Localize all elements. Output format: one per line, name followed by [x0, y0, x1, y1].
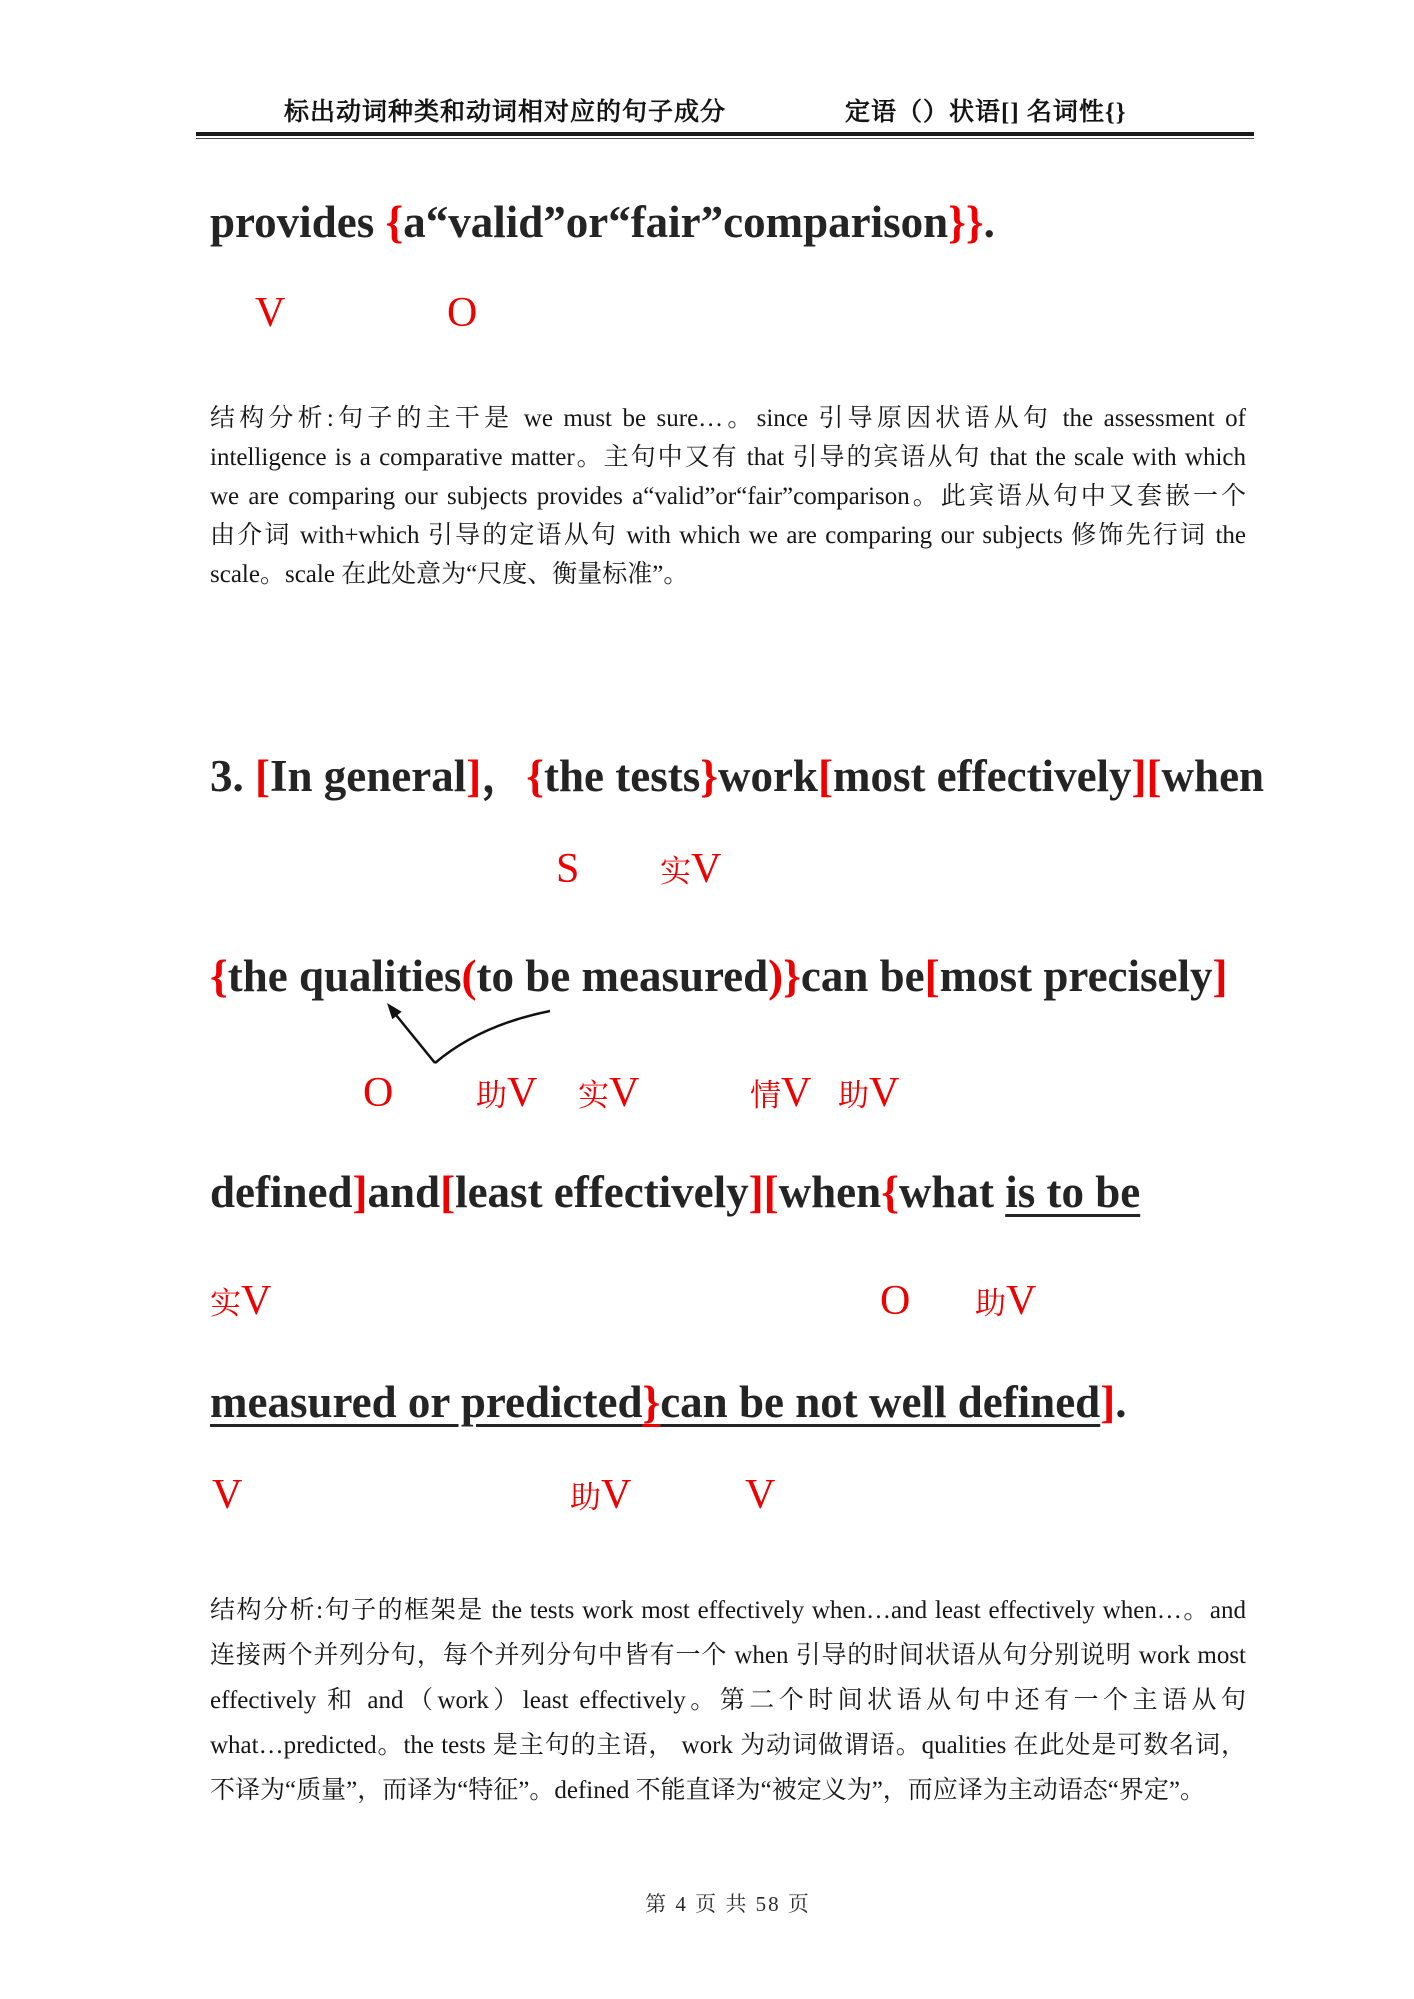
sentence3-labels-row1: [0, 844, 1414, 896]
sentence3-labels-row4: [0, 1470, 1414, 1522]
text-run: defined: [210, 1167, 353, 1217]
header-right-legend: 定语（）状语[] 名词性{}: [845, 99, 1127, 126]
bracket-marker: {: [881, 1167, 899, 1217]
grammar-label-cjk: 助: [975, 1286, 1006, 1321]
bracket-marker: ]: [466, 751, 482, 801]
header-rule: [196, 132, 1254, 139]
text-run: measured or predicted: [210, 1377, 643, 1427]
bracket-marker: [: [440, 1167, 456, 1217]
analysis-line: 结构分析:句子的框架是 the tests work most effectively when…and least effectively when…。and: [210, 1597, 1246, 1624]
grammar-label-letter: V: [507, 1070, 538, 1116]
grammar-label: [255, 288, 285, 347]
text-run: .: [983, 197, 995, 247]
analysis-paragraph-2: [210, 1588, 1246, 1813]
grammar-label-cjk: 助: [476, 1078, 507, 1113]
bracket-marker: [: [1146, 751, 1162, 801]
analysis-line: 结构分析:句子的主干是 we must be sure…。since 引导原因状语从句 the assessment of: [210, 405, 1246, 432]
analysis-line: what…predicted。the tests 是主句的主语， work 为动词做谓语。qualities 在此处是可数名词，: [210, 1732, 1246, 1759]
text-run: can be: [800, 951, 925, 1001]
bracket-marker: }: [783, 951, 801, 1001]
grammar-label-cjk: 实: [660, 854, 691, 889]
analysis-line: scale。scale 在此处意为“尺度、衡量标准”。: [210, 561, 689, 588]
grammar-label: [363, 1068, 393, 1127]
text-run: work: [717, 751, 818, 801]
bracket-marker: }}: [948, 197, 984, 247]
grammar-label: [570, 1470, 631, 1529]
grammar-label: [578, 1068, 639, 1127]
grammar-label-letter: O: [363, 1070, 394, 1116]
bracket-marker: ]: [1212, 951, 1228, 1001]
grammar-label: [838, 1068, 899, 1127]
bracket-marker: ): [768, 951, 784, 1001]
sentence3-labels-row2: [0, 1068, 1414, 1120]
bracket-marker: [: [255, 751, 270, 801]
grammar-label: [447, 288, 477, 347]
header-left-title: 标出动词种类和动词相对应的句子成分: [284, 99, 727, 126]
text-run: to be measured: [476, 951, 769, 1001]
grammar-label-letter: V: [869, 1070, 900, 1116]
grammar-label-letter: V: [1006, 1278, 1037, 1324]
sentence3-line1: [210, 748, 1264, 804]
grammar-label: [975, 1276, 1036, 1335]
grammar-label: [745, 1470, 775, 1529]
text-run: .: [1115, 1377, 1127, 1427]
analysis-line: 连接两个并列分句，每个并列分句中皆有一个 when 引导的时间状语从句分别说明 work most: [210, 1642, 1246, 1669]
bracket-marker: [: [924, 951, 940, 1001]
grammar-label-letter: V: [212, 1472, 243, 1518]
grammar-label-cjk: 助: [838, 1078, 869, 1113]
bracket-marker: }: [700, 751, 718, 801]
text-run: a“valid”or“fair”comparison: [403, 197, 949, 247]
sentence1-grammar-labels: [0, 288, 1414, 340]
bracket-marker: }: [642, 1377, 661, 1427]
grammar-label-cjk: 实: [210, 1286, 241, 1321]
text-run: least effectively: [455, 1167, 749, 1217]
grammar-label-cjk: 实: [578, 1078, 609, 1113]
grammar-label-letter: V: [609, 1070, 640, 1116]
bracket-marker: [: [817, 751, 833, 801]
grammar-label-cjk: 情: [750, 1078, 781, 1113]
bracket-marker: ]: [1131, 751, 1147, 801]
grammar-label: [750, 1068, 811, 1127]
text-run: the qualities: [227, 951, 462, 1001]
page-number-footer: 第 4 页 共 58 页: [645, 1892, 811, 1916]
text-run: when: [778, 1167, 882, 1217]
text-run: what: [898, 1167, 1006, 1217]
sentence1-text: [210, 194, 995, 250]
grammar-label: [212, 1470, 242, 1529]
grammar-label-letter: V: [601, 1472, 632, 1518]
text-run: In general: [270, 751, 467, 801]
grammar-label: [660, 844, 721, 903]
text-run: most effectively: [832, 751, 1132, 801]
text-run: 3.: [210, 751, 255, 801]
grammar-label: [556, 844, 579, 903]
bracket-marker: {: [210, 951, 228, 1001]
text-run: is to be: [1005, 1167, 1141, 1217]
bracket-marker: ]: [748, 1167, 764, 1217]
grammar-label-letter: O: [880, 1278, 911, 1324]
bracket-marker: (: [461, 951, 477, 1001]
bracket-marker: ]: [352, 1167, 368, 1217]
analysis-line: effectively 和 and（work）least effectively。第二个时间状语从句中还有一个主语从句: [210, 1687, 1246, 1714]
bracket-marker: {: [385, 197, 404, 247]
text-run: the tests: [544, 751, 701, 801]
sentence3-line4: [210, 1374, 1126, 1430]
grammar-label: [476, 1068, 537, 1127]
analysis-line: 由介词 with+which 引导的定语从句 with which we are comparing our subjects 修饰先行词 the: [210, 522, 1246, 549]
text-run: ，: [481, 751, 527, 801]
sentence3-line3: [210, 1164, 1140, 1220]
text-run: provides: [210, 197, 386, 247]
grammar-label-letter: V: [781, 1070, 812, 1116]
grammar-label-letter: O: [447, 290, 478, 336]
grammar-label: [880, 1276, 910, 1335]
grammar-label-letter: V: [745, 1472, 776, 1518]
text-run: can be not well defined: [660, 1377, 1101, 1427]
text-run: when: [1161, 751, 1265, 801]
bracket-marker: {: [526, 751, 544, 801]
grammar-label-letter: S: [556, 846, 580, 892]
grammar-label-letter: V: [241, 1278, 272, 1324]
analysis-line: intelligence is a comparative matter。主句中又有 that 引导的宾语从句 that the scale with which: [210, 444, 1246, 471]
bracket-marker: ]: [1100, 1377, 1116, 1427]
sentence3-labels-row3: [0, 1276, 1414, 1328]
analysis-paragraph-1: [210, 399, 1246, 594]
text-run: and: [367, 1167, 441, 1217]
analysis-line: 不译为“质量”，而译为“特征”。defined 不能直译为“被定义为”，而应译为主动语态“界定”。: [210, 1777, 1205, 1804]
text-run: most precisely: [939, 951, 1213, 1001]
grammar-label-letter: V: [691, 846, 722, 892]
grammar-label-cjk: 助: [570, 1480, 601, 1515]
bracket-marker: [: [763, 1167, 779, 1217]
analysis-line: we are comparing our subjects provides a“valid”or“fair”comparison。此宾语从句中又套嵌一个: [210, 483, 1246, 510]
annotation-arrows: [340, 993, 580, 1078]
grammar-label: [210, 1276, 271, 1335]
grammar-label-letter: V: [255, 290, 286, 336]
